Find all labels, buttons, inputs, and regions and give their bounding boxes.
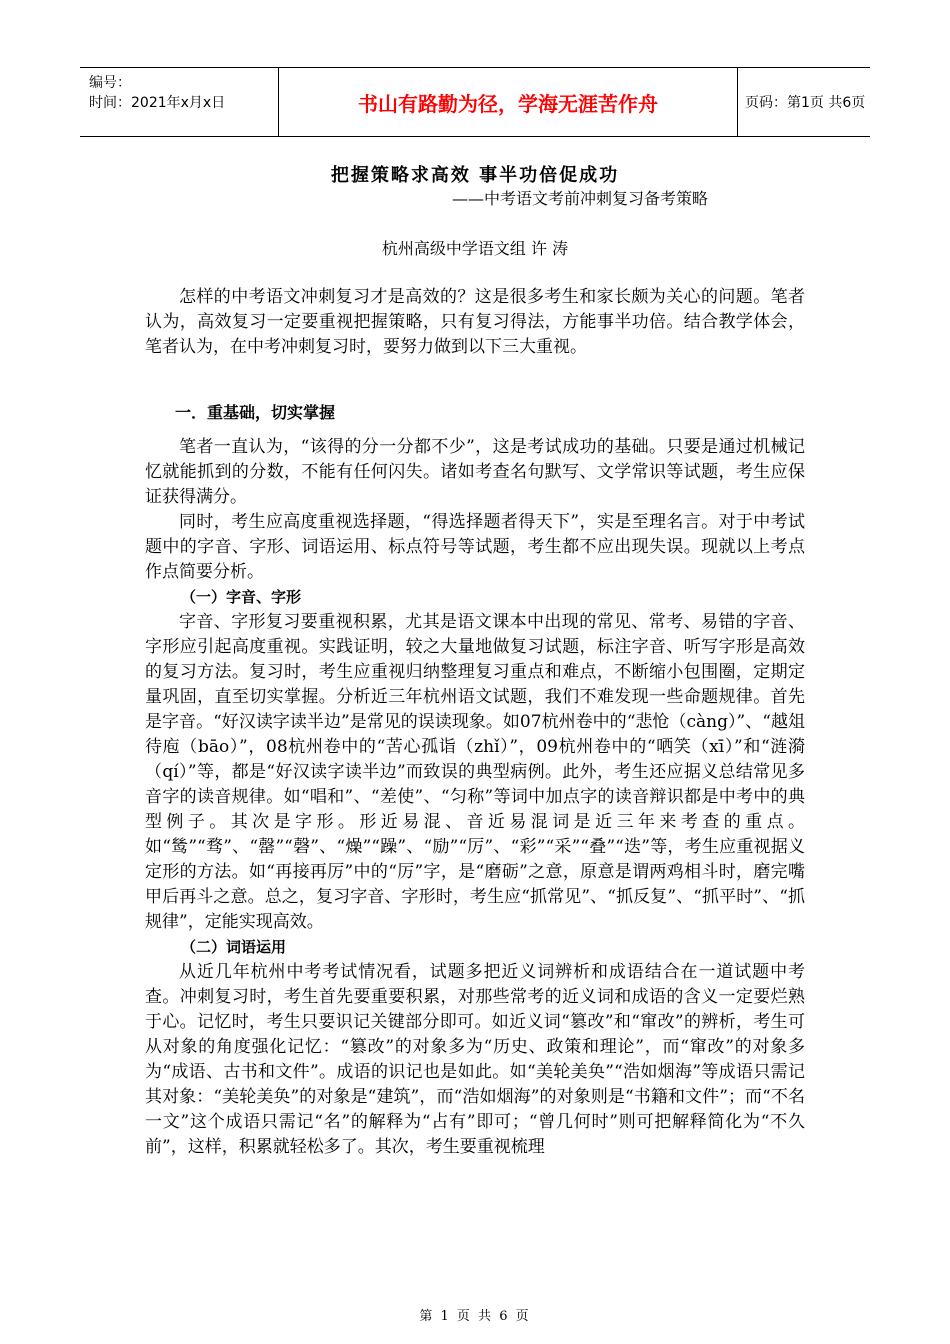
document-subtitle: ——中考语文考前冲刺复习备考策略 — [452, 189, 709, 208]
time-label: 时间：2021年x月x日 — [89, 95, 226, 111]
body-paragraph: 同时，考生应高度重视选择题，“得选择题者得天下”，实是至理名言。对于中考试题中的字音、字形、词语运用、标点符号等试题，考生都不应出现失误。现就以上考点作点简要分析。 — [145, 512, 805, 582]
author-line: 杭州高级中学语文组 许 涛 — [381, 239, 569, 258]
body-paragraph: 字音、字形复习要重视积累，尤其是语文课本中出现的常见、常考、易错的字音、字形应引起高度重视。实践证明，较之大量地做复习试题，标注字音、听写字形是高效的复习方法。复习时，考生应重视归纳整理复习重点和难点，不断缩小包围圈，定期定量巩固，直至切实掌握。分析近三年杭州语文试题，我们不难发现一些命题规律。首先是字音。“好汉读字读半边”是常见的误读现象。如07杭州卷中的“悲怆（càng）”、“越俎待庖（bāo）”，08杭州卷中的“苦心孤诣（zhǐ）”，09杭州卷中的“哂笑（xī）”和“涟漪（qí）”等，都是“好汉读字读半边”而致误的典型病例。此外，考生还应据义总结常见多音字的读音规律。如“唱和”、“差使”、“匀称”等词中加点字的读音辩识都是中考中的典型例子。其次是字形。形近易混、音近易混词是近三年来考查的重点。如“鸶”“骛”、“罄”“磬”、“燥”“躁”、“励”“厉”、“彩”“采”“叠”“迭”等，考生应重视据义定形的方法。如“再接再厉”中的“厉”字，是“磨砺”之意，原意是谓两鸡相斗时，磨完嘴甲后再斗之意。总之，复习字音、字形时，考生应“抓常见”、“抓反复”、“抓平时”、“抓规律”，定能实现高效。 — [145, 612, 805, 932]
header-motto-cell — [278, 68, 738, 136]
motto: 书山有路勤为径，学海无涯苦作舟 — [358, 91, 658, 116]
page-header — [80, 67, 870, 137]
document-title: 把握策略求高效 事半功倍促成功 — [330, 165, 620, 186]
body-paragraph: 笔者一直认为，“该得的分一分都不少”，这是考试成功的基础。只要是通过机械记忆就能抓到的分数，不能有任何闪失。诸如考查名句默写、文学常识等试题，考生应保证获得满分。 — [145, 437, 805, 507]
body-paragraph: 从近几年杭州中考考试情况看，试题多把近义词辨析和成语结合在一道试题中考查。冲刺复习时，考生首先要重要积累，对那些常考的近义词和成语的含义一定要烂熟于心。记忆时，考生只要识记关键部分即可。如近义词“篡改”和“窜改”的辨析，考生可从对象的角度强化记忆：“篡改”的对象多为“历史、政策和理论”，而“窜改”的对象多为“成语、古书和文件”。成语的识记也是如此。如“美轮美奂”“浩如烟海”等成语只需记其对象：“美轮美奂”的对象是“建筑”，而“浩如烟海”的对象则是“书籍和文件”；而“不名一文”这个成语只需记“名”的解释为“占有”即可；“曾几何时”则可把解释简化为“不久前”，这样，积累就轻松多了。其次，考生要重视梳理 — [145, 962, 805, 1157]
page-info: 页码：第1页 共6页 — [745, 95, 866, 111]
code-label: 编号： — [89, 75, 131, 91]
subsection-heading: （一）字音、字形 — [181, 588, 302, 606]
section-heading: 一．重基础，切实掌握 — [175, 403, 336, 422]
page-footer: 第 1 页 共 6 页 — [419, 1309, 531, 1324]
header-meta — [80, 68, 278, 136]
subsection-heading: （二）词语运用 — [181, 938, 287, 956]
document-body — [145, 285, 805, 1160]
intro-paragraph: 怎样的中考语文冲刺复习才是高效的？这是很多考生和家长颇为关心的问题。笔者认为，高效复习一定要重视把握策略，只有复习得法，方能事半功倍。结合教学体会，笔者认为，在中考冲刺复习时，要努力做到以下三大重视。 — [145, 287, 805, 357]
